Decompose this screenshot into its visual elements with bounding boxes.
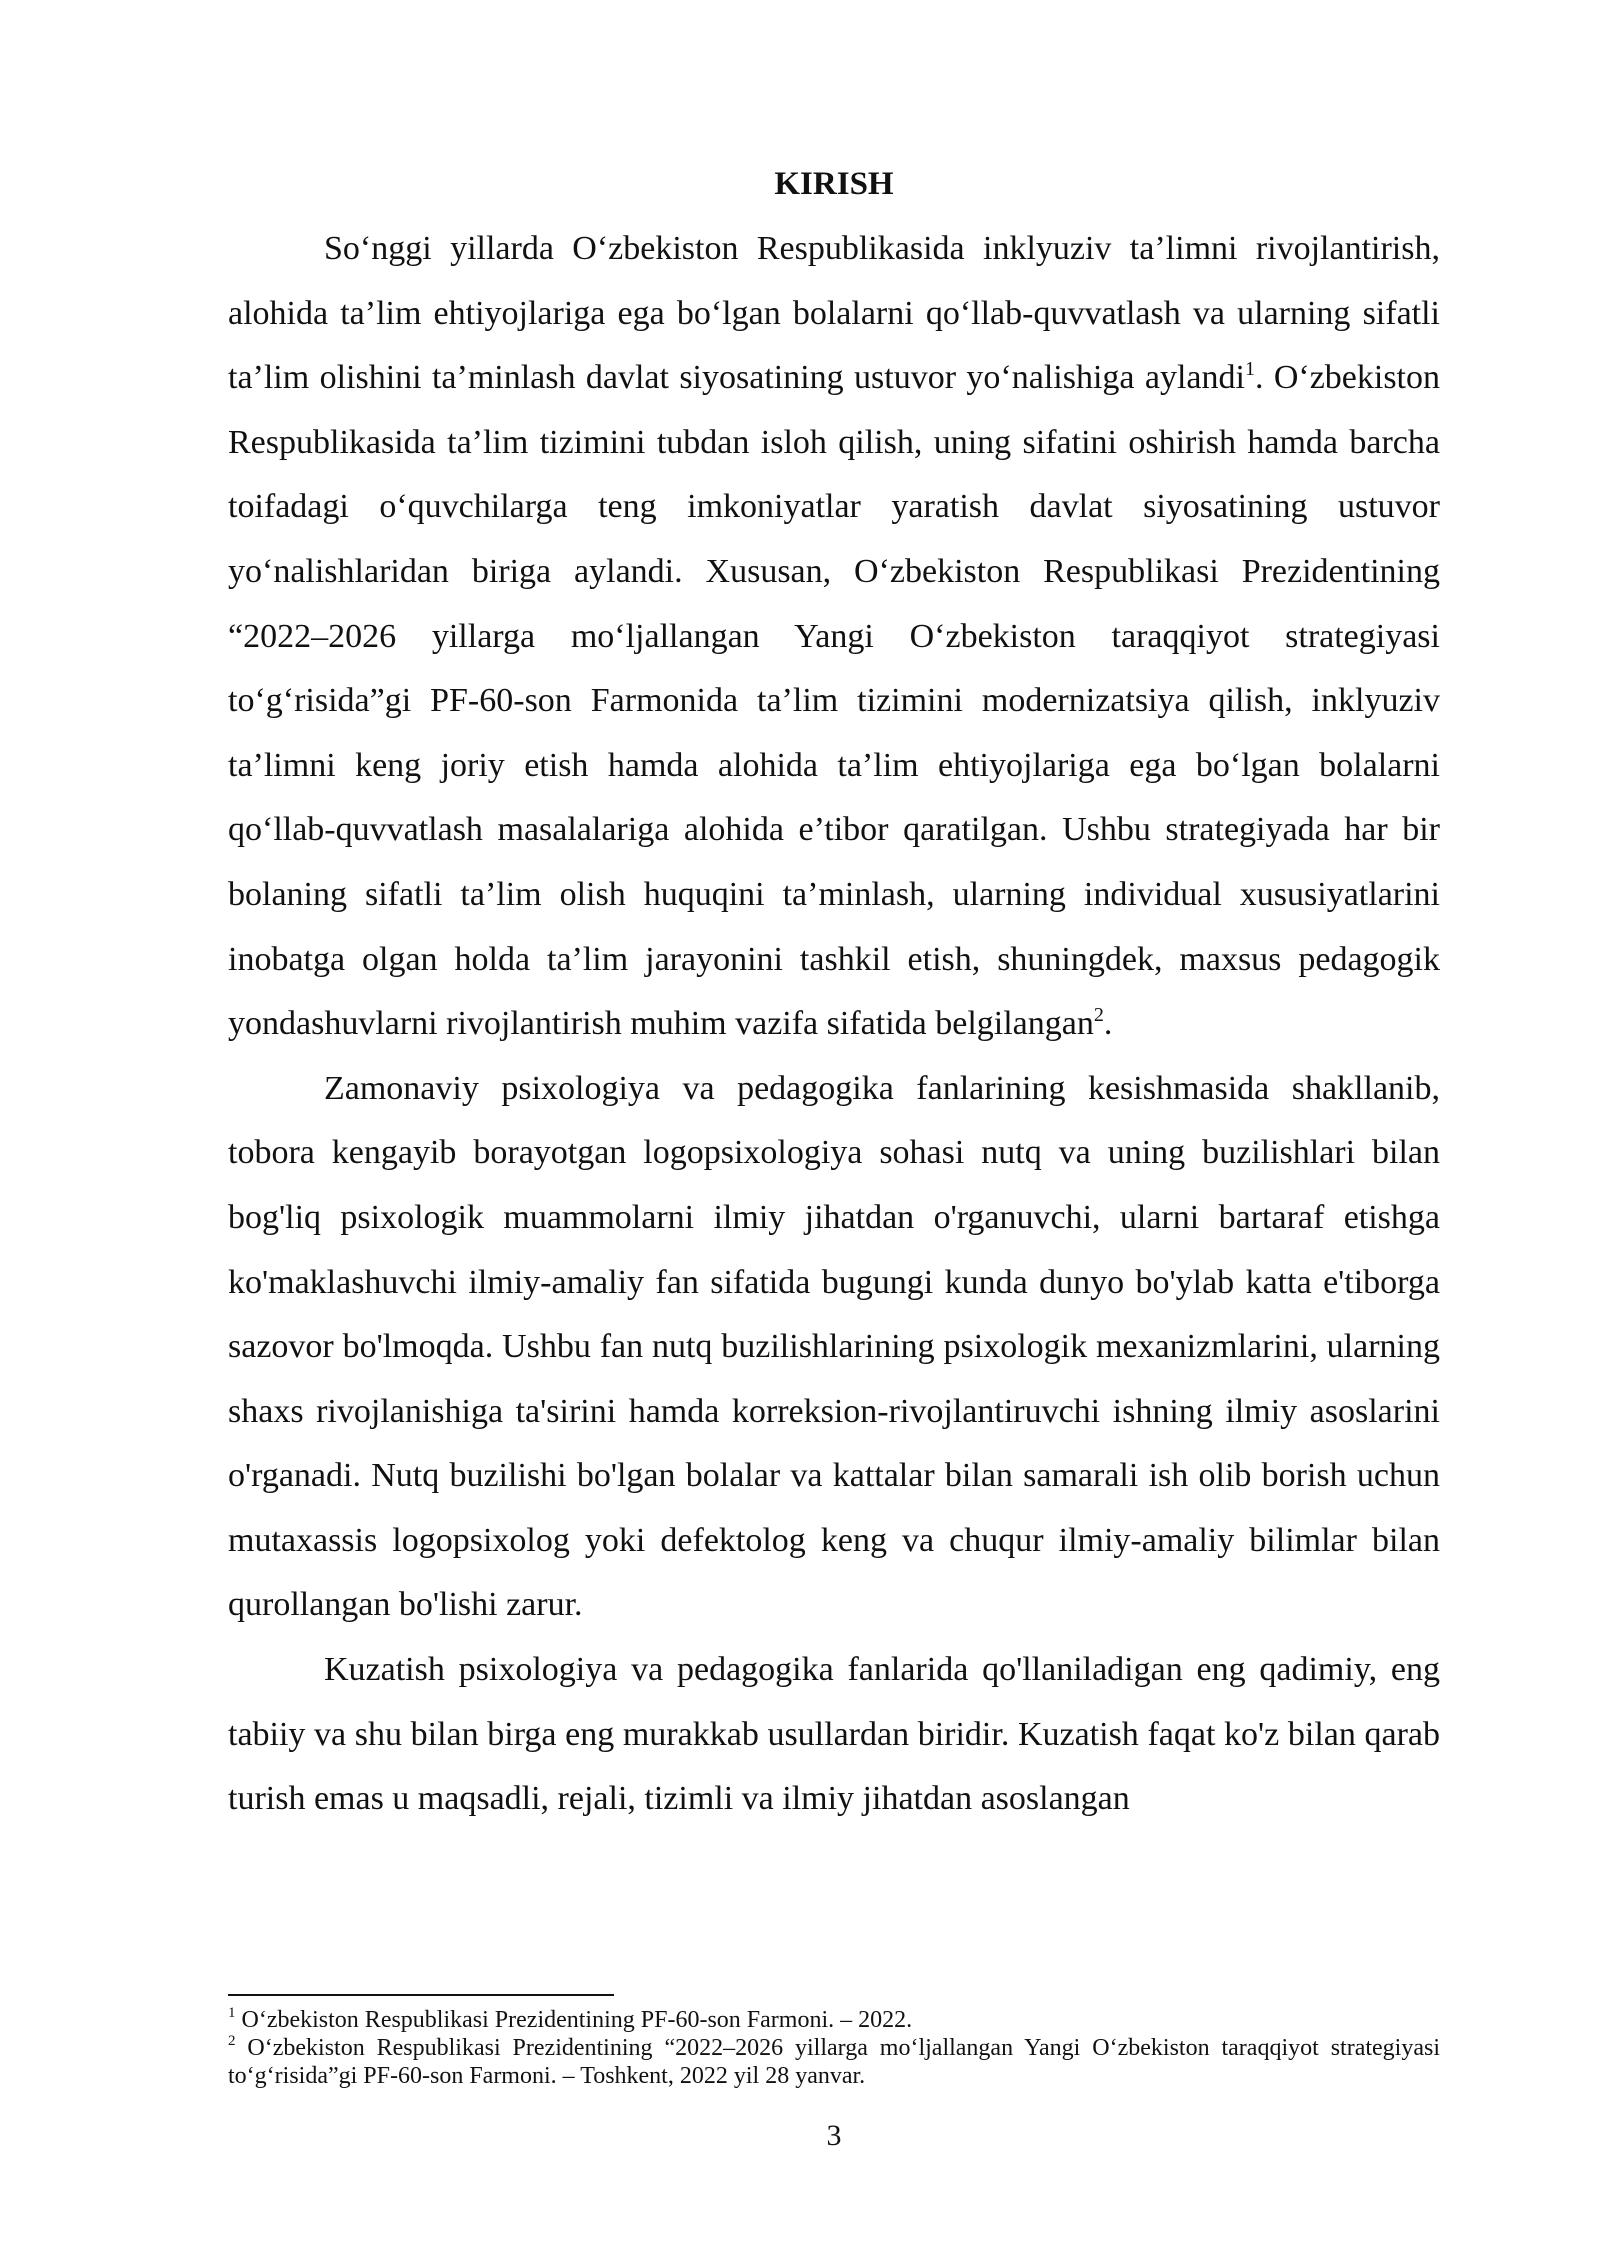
paragraph-3: Kuzatish psixologiya va pedagogika fanlarida qo'llaniladigan eng qadimiy, eng tabiiy va shu bilan birga eng murakkab usullardan biridir. Kuzatish faqat ko'z bilan qarab turish emas u maqsadli, rejali, tizimli va ilmiy jihatdan asoslangan — [228, 1651, 1440, 1818]
footnote-ref-2[interactable]: 2 — [1093, 1004, 1104, 1027]
footnotes — [228, 2006, 1440, 2090]
footnote-1 — [228, 2006, 1440, 2034]
paragraph-1-text-middle: . O‘zbekiston Respublikasida ta’lim tizimini tubdan isloh qilish, uning sifatini oshirish hamda barcha toifadagi o‘quvchilarga teng imkoniyatlar yaratish davlat siyosatining ustuvor yo‘nalishlaridan biriga aylandi. Xususan, O‘zbekiston Respublikasi Prezidentining “2022–2026 yillarga mo‘ljallangan Yangi O‘zbekiston taraqqiyot strategiyasi to‘g‘risida”gi PF-60-son Farmonida ta’lim tizimini modernizatsiya qilish, inklyuziv ta’limni keng joriy etish hamda alohida ta’lim ehtiyojlariga ega bo‘lgan bolalarni qo‘llab-quvvatlash masalalariga alohida e’tibor qaratilgan. Ushbu strategiyada har bir bolaning sifatli ta’lim olish huquqini ta’minlash, ularning individual xususiyatlarini inobatga olgan holda ta’lim jarayonini tashkil etish, shuningdek, maxsus pedagogik yondashuvlarni rivojlantirish muhim vazifa sifatida belgilangan — [228, 359, 1440, 1043]
footnote-2-text: O‘zbekiston Respublikasi Prezidentining “2022–2026 yillarga mo‘ljallangan Yangi O‘zbekiston taraqqiyot strategiyasi to‘g‘risida”gi PF-60-son Farmoni. – Toshkent, 2022 yil 28 yanvar. — [228, 2035, 1441, 2089]
footnote-1-text: O‘zbekiston Respublikasi Prezidentining PF-60-son Farmoni. – 2022. — [241, 2007, 913, 2033]
section-title: KIRISH — [774, 166, 894, 202]
footnote-2 — [228, 2034, 1440, 2090]
footnote-ref-1[interactable]: 1 — [1244, 358, 1255, 381]
paragraph-2: Zamonaviy psixologiya va pedagogika fanlarining kesishmasida shakllanib, tobora kengayib borayotgan logopsixologiya sohasi nutq va uning buzilishlari bilan bog'liq psixologik muammolarni ilmiy jihatdan o'rganuvchi, ularni bartaraf etishga ko'maklashuvchi ilmiy-amaliy fan sifatida bugungi kunda dunyo bo'ylab katta e'tiborga sazovor bo'lmoqda. Ushbu fan nutq buzilishlarining psixologik mexanizmlarini, ularning shaxs rivojlanishiga ta'sirini hamda korreksion-rivojlantiruvchi ishning ilmiy asoslarini o'rganadi. Nutq buzilishi bo'lgan bolalar va kattalar bilan samarali ish olib borish uchun mutaxassis logopsixolog yoki defektolog keng va chuqur ilmiy-amaliy bilimlar bilan qurollangan bo'lishi zarur. — [228, 1069, 1440, 1624]
main-text — [228, 158, 1440, 1832]
paragraph-1-text-before: So‘nggi yillarda O‘zbekiston Respublikasida inklyuziv ta’limni rivojlantirish, alohida ta’lim ehtiyojlariga ega bo‘lgan bolalarni qo‘llab-quvvatlash va ularning sifatli ta’lim olishini ta’minlash davlat siyosatining ustuvor yo‘nalishiga aylandi — [228, 230, 1440, 397]
footnote-1-number: 1 — [228, 2005, 236, 2021]
paragraph-1 — [228, 217, 1440, 1057]
footnote-separator — [228, 1994, 614, 1996]
paragraph-1-text-after: . — [1103, 1005, 1113, 1043]
footnote-2-number: 2 — [228, 2033, 236, 2049]
page-number: 3 — [826, 2119, 842, 2152]
